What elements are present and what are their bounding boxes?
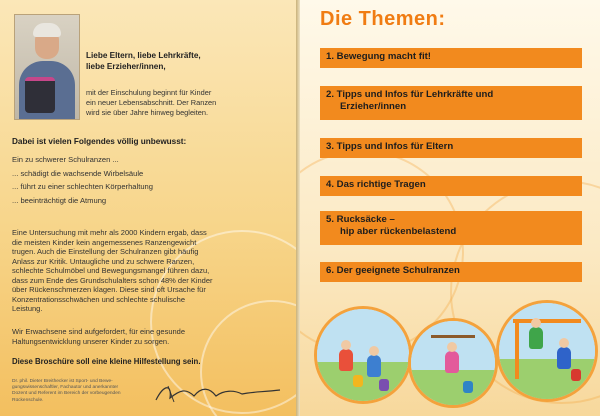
children-playing-illustration (314, 306, 412, 404)
left-page (0, 0, 296, 416)
topic-1: 1. Bewegung macht fit! (320, 48, 582, 68)
greeting: Liebe Eltern, liebe Lehrkräfte, liebe Erzieher/innen, (86, 51, 201, 71)
bullet-list (12, 153, 292, 207)
topic-4: 4. Das richtige Tragen (320, 176, 582, 196)
topic-2: 2. Tipps und Infos für Lehrkräfte und Erzieher/innen (320, 86, 582, 120)
list-item: ... führt zu einer schlechten Körperhaltung (12, 182, 153, 192)
right-page (300, 0, 600, 416)
topic-5: 5. Rucksäcke – hip aber rückenbelastend (320, 211, 582, 245)
page-title: Die Themen: (320, 8, 446, 30)
list-item: ... schädigt die wachsende Wirbelsäule (12, 168, 144, 178)
author-portrait (14, 14, 80, 120)
closing-line: Diese Broschüre soll eine kleine Hilfestellung sein. (12, 357, 201, 366)
list-item: ... beeinträchtigt die Atmung (12, 195, 107, 205)
author-note: Dr. phil. Dieter Breithecker ist Sport- und Bewe- gungswissenschaftler, Fachautor und anerkannter Dozent und Referent im Bereich der vorbeugenden Rückenschule. (12, 379, 121, 403)
children-climbing-illustration (496, 300, 598, 402)
schoolbag-icon (25, 77, 55, 113)
study-paragraph: Eine Untersuchung mit mehr als 2000 Kindern ergab, dass die meisten Kinder kein angemessenes Ranzengewicht trugen. Auch die Einstellung der Schulranzen gibt häufig Anlass zur Kritik. Untaugliche und zu schwere Ranzen, schlechte Schulmöbel und Bewegungsmangel führen dazu, dass zum Ende des Grundschulalters schon 48% der Kinder über Rückenschmerzen klagen. Diese sind oft Ursache für Konzentrationsschwächen und schlechte schulische Leistung. (12, 228, 213, 313)
list-item: Ein zu schwerer Schulranzen ... (12, 155, 119, 164)
topic-3: 3. Tipps und Infos für Eltern (320, 138, 582, 158)
greeting-text: mit der Einschulung beginnt für Kinder ein neuer Lebensabschnitt. Der Ranzen wird sie über Jahre hinweg begleiten. (86, 88, 217, 117)
child-swinging-illustration (408, 318, 498, 408)
topic-6: 6. Der geeignete Schulranzen (320, 262, 582, 282)
intro-heading: Dabei ist vielen Folgendes völlig unbewusst: (12, 137, 187, 146)
signature (150, 380, 290, 406)
appeal-paragraph: Wir Erwachsene sind aufgefordert, für eine gesunde Haltungsentwicklung unserer Kinder zu sorgen. (12, 327, 186, 346)
